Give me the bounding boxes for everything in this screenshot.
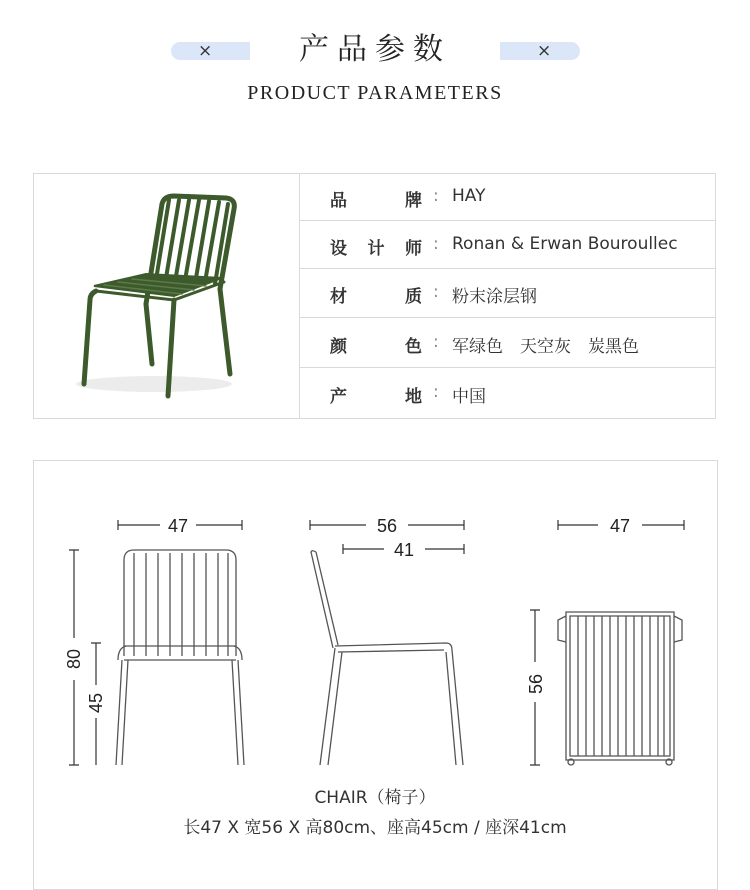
spec-label: 设计师	[330, 239, 422, 259]
front-width-label: 47	[167, 516, 189, 536]
spec-value: 粉末涂层钢	[452, 287, 537, 307]
spec-colon: :	[433, 332, 439, 352]
top-width-label: 47	[609, 516, 631, 536]
spec-label: 颜色	[330, 337, 422, 357]
spec-colon: :	[433, 282, 439, 302]
front-height-label: 80	[64, 648, 84, 670]
spec-value: 中国	[452, 387, 486, 407]
seat-depth-label: 41	[393, 540, 415, 560]
spec-colon: :	[433, 382, 439, 402]
spec-colon: :	[433, 186, 439, 206]
spec-value: HAY	[452, 186, 486, 206]
spec-colon: :	[433, 234, 439, 254]
page-subtitle: PRODUCT PARAMETERS	[247, 82, 503, 104]
spec-value: 军绿色 天空灰 炭黑色	[452, 337, 639, 357]
dimension-summary: 长47 X 宽56 X 高80cm、座高45cm / 座深41cm	[183, 818, 567, 838]
decor-cross-left: ×	[198, 41, 213, 61]
spec-label: 材质	[330, 287, 422, 307]
page-title: 产品参数	[250, 26, 500, 74]
product-name-caption: CHAIR（椅子）	[314, 788, 436, 808]
decor-cross-right: ×	[537, 41, 552, 61]
top-depth-label: 56	[526, 673, 546, 695]
spec-value: Ronan & Erwan Bouroullec	[452, 234, 678, 254]
side-depth-label: 56	[376, 516, 398, 536]
spec-label: 产地	[330, 387, 422, 407]
spec-label: 品牌	[330, 191, 422, 211]
seat-height-label: 45	[86, 692, 106, 714]
